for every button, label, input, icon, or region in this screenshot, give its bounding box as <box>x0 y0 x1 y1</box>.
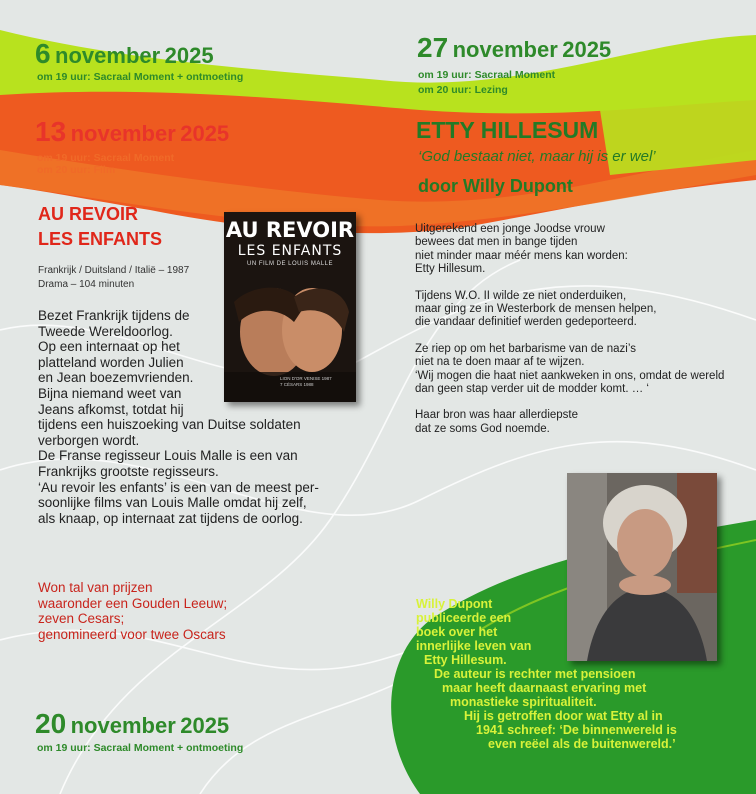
lecture-paragraph <box>415 290 745 330</box>
film-meta-line-2: Drama – 104 minuten <box>38 279 135 290</box>
lecture-line: Uitgerekend een jonge Joodse vrouw <box>415 223 605 235</box>
event-20-nov-time: om 19 uur: Sacraal Moment + ontmoeting <box>37 742 244 754</box>
lecture-line: Haar bron was haar allerdiepste <box>415 409 579 422</box>
film-description-line: platteland worden Julien <box>38 354 184 370</box>
caption-line: De auteur is rechter met pensioen <box>434 667 636 681</box>
lecture-line: dat ze soms God noemde. <box>415 422 550 435</box>
film-meta <box>38 264 189 292</box>
author-caption <box>416 597 677 751</box>
film-title-line-1: AU REVOIR <box>38 204 139 224</box>
event-month: november <box>70 121 176 146</box>
event-month: november <box>70 713 176 738</box>
film-description-line: Frankrijks grootste regisseurs. <box>38 463 219 479</box>
poster-title-2: LES ENFANTS <box>237 243 343 259</box>
event-20-nov-heading <box>35 708 229 740</box>
event-day: 27 <box>417 32 449 63</box>
award-line: genomineerd voor twee Oscars <box>38 626 226 642</box>
event-day: 13 <box>35 116 67 147</box>
lecture-line: maar ging ze in Westerbork de mensen helpen, <box>415 303 657 316</box>
caption-line: monastieke spiritualiteit. <box>450 695 597 709</box>
poster-credit-1: LION D'OR VENISE 1987 <box>280 376 332 381</box>
lecture-line: niet na te doen maar af te wijzen. <box>415 356 585 369</box>
event-year: 2025 <box>180 121 230 146</box>
event-year: 2025 <box>180 713 230 738</box>
film-description-line: Op een internaat op het <box>38 339 180 355</box>
film-description-line: De Franse regisseur Louis Malle is een van <box>38 448 298 464</box>
film-description-line: Bezet Frankrijk tijdens de <box>38 308 190 323</box>
film-description-line: ‘Au revoir les enfants’ is een van de meest per- <box>38 479 319 495</box>
film-description-line: Jeans afkomst, totdat hij <box>38 401 184 417</box>
film-title <box>38 202 162 252</box>
film-meta-line-1: Frankrijk / Duitsland / Italië – 1987 <box>38 265 190 276</box>
film-description-line: verborgen wordt. <box>38 432 140 448</box>
film-description-line: soonlijke films van Louis Malle omdat hij zelf, <box>38 495 307 511</box>
lecture-line: niet minder maar méér mens kan worden: <box>415 249 628 262</box>
film-description-line: tijdens een huiszoeking van Duitse soldaten <box>38 417 301 433</box>
caption-line: innerlijke leven van <box>416 639 532 653</box>
caption-line: publiceerde een <box>416 611 512 625</box>
lecture-line: ‘Wij mogen die haat niet aankweken in ons, omdat de wereld <box>415 369 725 382</box>
film-title-line-2: LES ENFANTS <box>38 229 163 249</box>
event-year: 2025 <box>164 43 214 68</box>
lecture-line: Etty Hillesum. <box>415 263 486 276</box>
award-line: waaronder een Gouden Leeuw; <box>38 595 228 611</box>
lecture-title: ETTY HILLESUM <box>416 117 599 143</box>
caption-line: maar heeft daarnaast ervaring met <box>442 681 647 695</box>
lecture-quote: ‘God bestaat niet, maar hij is er wel’ <box>418 148 656 165</box>
event-27-nov-time-2: om 20 uur: Lezing <box>418 84 508 96</box>
caption-line: 1941 schreef: ‘De binnenwereld is <box>476 723 677 737</box>
caption-line: even reëel als de buitenwereld.’ <box>488 737 676 751</box>
event-month: november <box>55 43 161 68</box>
event-6-nov-heading <box>35 38 214 70</box>
event-year: 2025 <box>562 37 612 62</box>
award-line: zeven Cesars; <box>38 611 125 626</box>
event-13-nov-time-2: om 20 uur: Film <box>37 164 116 176</box>
lecture-line: Ze riep op om het barbarisme van de nazi’s <box>415 342 636 355</box>
caption-line: boek over het <box>416 625 498 639</box>
film-awards <box>38 580 227 642</box>
film-description-line: als knaap, op internaat zat tijdens de oorlog. <box>38 510 303 526</box>
caption-line: Hij is getroffen door wat Etty al in <box>464 709 663 723</box>
lecture-line: die vandaar definitief werden gedeporteerd. <box>415 316 637 329</box>
poster-subtitle: UN FILM DE LOUIS MALLE <box>246 261 334 267</box>
award-line: Won tal van prijzen <box>38 580 153 595</box>
event-day: 20 <box>35 708 67 739</box>
film-description-line: Bijna niemand weet van <box>38 385 182 401</box>
lecture-author: door Willy Dupont <box>418 176 573 196</box>
event-13-nov-heading <box>35 116 229 148</box>
event-day: 6 <box>35 38 51 69</box>
event-13-nov-time-1: om 19 uur: Sacraal Moment <box>37 152 175 164</box>
film-description-line: Tweede Wereldoorlog. <box>38 323 173 339</box>
film-description <box>38 308 378 526</box>
event-27-nov-heading <box>417 32 611 64</box>
lecture-line: dan geen stap verder uit de modder komt. … ‘ <box>415 383 649 396</box>
event-month: november <box>452 37 558 62</box>
lecture-line: bewees dat men in bange tijden <box>415 236 578 249</box>
film-description-line: en Jean boezemvrienden. <box>38 370 194 386</box>
lecture-paragraph <box>415 223 745 277</box>
lecture-paragraph <box>415 409 745 436</box>
lecture-text <box>415 223 745 436</box>
event-6-nov-time: om 19 uur: Sacraal Moment + ontmoeting <box>37 71 244 83</box>
caption-line: Willy Dupont <box>416 597 493 611</box>
event-27-nov-time-1: om 19 uur: Sacraal Moment <box>418 69 556 81</box>
poster-title-1: AU REVOIR <box>225 218 355 242</box>
poster-credit-2: 7 CÉSARS 1988 <box>280 382 314 387</box>
lecture-line: Tijdens W.O. II wilde ze niet onderduiken, <box>415 289 627 302</box>
caption-line: Etty Hillesum. <box>424 653 507 667</box>
lecture-paragraph <box>415 343 745 397</box>
